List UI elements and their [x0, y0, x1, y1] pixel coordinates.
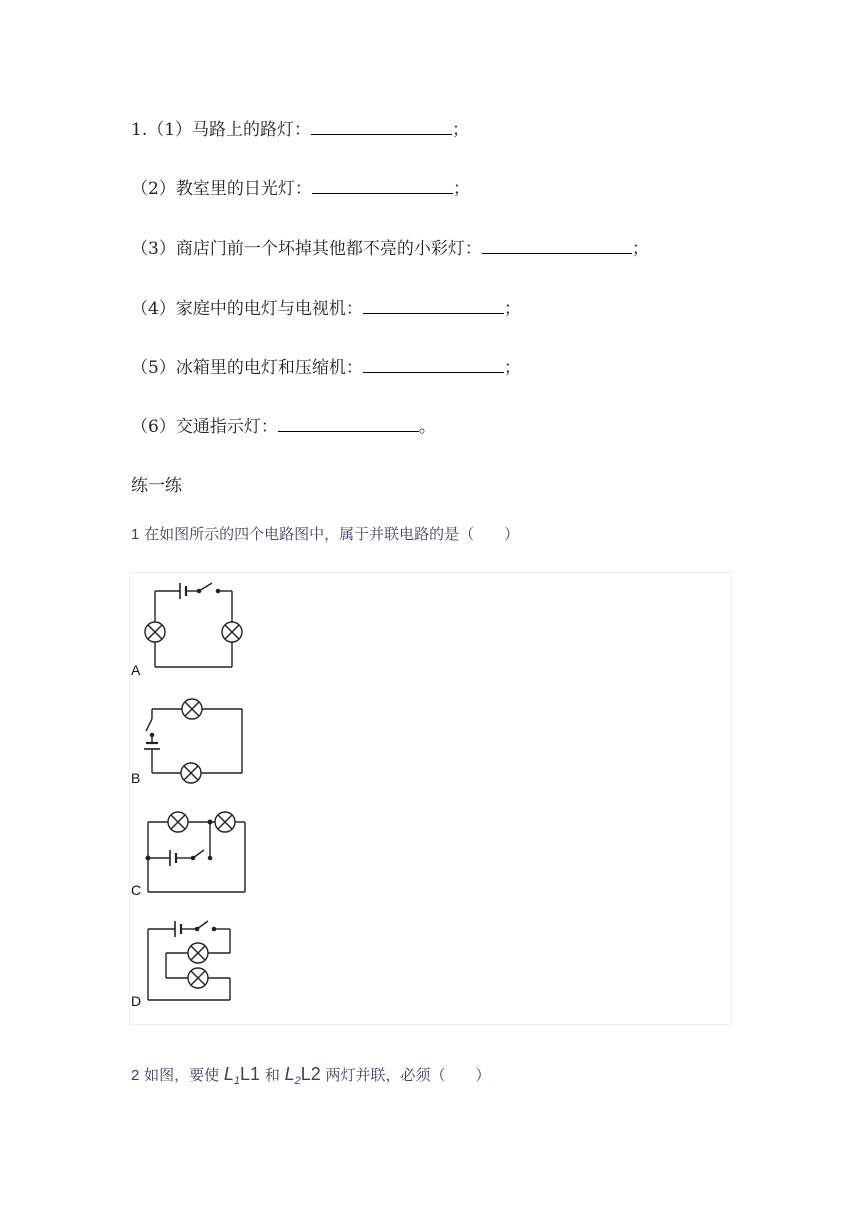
question-5 [131, 356, 521, 379]
exercise-1-question [131, 523, 519, 546]
circuit-c-diagram[interactable] [130, 805, 260, 900]
question-4-punct: ； [503, 299, 521, 319]
circuit-a-diagram[interactable] [130, 573, 260, 683]
answer-blank-6[interactable] [278, 415, 419, 432]
question-6 [131, 415, 436, 438]
l1-symbol: L [223, 1064, 234, 1084]
answer-blank-5[interactable] [363, 356, 504, 373]
section-title: 练一练 [131, 476, 182, 496]
answer-blank-3[interactable] [482, 237, 632, 254]
question-3-punct: ； [631, 239, 649, 259]
question-3 [131, 237, 649, 260]
l2-subscript: 2 [294, 1075, 301, 1087]
option-c-label: C [131, 882, 142, 898]
l1-plain: L1 [240, 1064, 261, 1084]
question-4 [131, 297, 521, 320]
exercise-2-question [131, 1063, 491, 1092]
question-6-punct: 。 [418, 417, 436, 437]
question-3-text: （3）商店门前一个坏掉其他都不亮的小彩灯： [131, 239, 482, 259]
question-5-text: （5）冰箱里的电灯和压缩机： [131, 358, 363, 378]
question-2-text: （2）教室里的日光灯： [131, 179, 312, 199]
question-2 [131, 177, 470, 200]
question-1-text: 1.（1）马路上的路灯： [131, 120, 312, 140]
question-4-text: （4）家庭中的电灯与电视机： [131, 299, 363, 319]
circuit-options-box [129, 572, 732, 1025]
exercise-2-text-c: 两灯并联，必须（ ） [320, 1066, 491, 1084]
option-a-label: A [131, 662, 141, 678]
question-1 [131, 118, 469, 141]
l1-subscript: 1 [233, 1075, 241, 1087]
option-d-label: D [131, 993, 142, 1009]
exercise-2-text-b: 和 [260, 1066, 285, 1084]
circuit-b-diagram[interactable] [130, 693, 260, 788]
answer-blank-2[interactable] [312, 177, 453, 194]
question-5-punct: ； [503, 358, 521, 378]
l2-symbol: L [284, 1064, 295, 1084]
question-6-text: （6）交通指示灯： [131, 417, 278, 437]
exercise-1-number: 1 [131, 526, 140, 543]
exercise-2-text-a: 如图，要使 [139, 1066, 224, 1084]
question-2-punct: ； [452, 179, 470, 199]
answer-blank-4[interactable] [363, 297, 504, 314]
exercise-1-text: 在如图所示的四个电路图中，属于并联电路的是（ ） [139, 525, 520, 543]
question-1-punct: ； [452, 120, 470, 140]
exercise-2-number: 2 [131, 1067, 140, 1084]
answer-blank-1[interactable] [311, 118, 452, 135]
option-b-label: B [131, 770, 141, 786]
l2-plain: L2 [300, 1064, 321, 1084]
circuit-d-diagram[interactable] [130, 916, 260, 1011]
